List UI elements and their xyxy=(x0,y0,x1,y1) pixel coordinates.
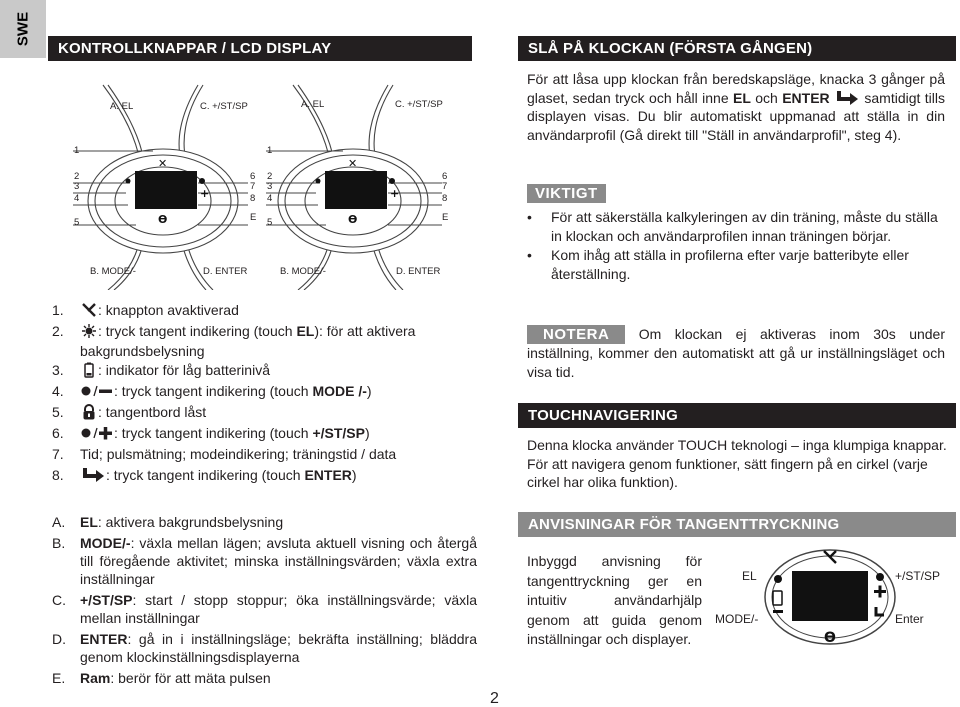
diagram-right-label-8: 8 xyxy=(442,193,448,204)
key-description: : aktivera bakgrundsbelysning xyxy=(97,514,284,530)
language-tab xyxy=(0,0,46,58)
key-letter: E. xyxy=(52,670,66,686)
diagram-right-label-6: 6 xyxy=(442,171,448,182)
important-text: Kom ihåg att ställa in profilerna efter varje batteribyte eller återställning. xyxy=(551,247,909,282)
diagram-left-label-7: 7 xyxy=(250,181,256,192)
diagram-right-label-5: 5 xyxy=(267,217,273,228)
indicator-item xyxy=(52,465,477,486)
key-name: +/ST/SP xyxy=(80,592,133,608)
key-name: EL xyxy=(80,514,98,530)
setup-key-el: EL xyxy=(732,89,751,106)
key-name: MODE/- xyxy=(80,535,131,551)
indicator-number: 4. xyxy=(52,383,64,399)
indicator-text: : tangentbord låst xyxy=(98,404,207,420)
enter-arrow-icon xyxy=(80,467,106,483)
important-text: För att säkerställa kalkyleringen av din träning, måste du ställa in klockan och användarprofilen innan träningen börjar. xyxy=(551,209,938,244)
diagram-right-label-d: D. ENTER xyxy=(396,266,441,277)
setup-text-3: samtidigt tills displayen visas. Du blir automatiskt uppmanad att ställa in din användarprofil (Gå direkt till "Ställ in användarprofil", steg 4). xyxy=(527,89,945,143)
indicator-number: 6. xyxy=(52,425,64,441)
diagram-left-label-b: B. MODE/- xyxy=(90,266,136,277)
diagram-left-label-8: 8 xyxy=(250,193,256,204)
indicator-item xyxy=(52,402,477,423)
key-name: ENTER xyxy=(80,631,128,647)
setup-heading: SLÅ PÅ KLOCKAN (FÖRSTA GÅNGEN) xyxy=(518,36,956,61)
note-text: Om klockan ej aktiveras inom 30s under inställning, kommer den automatiskt att gå ur inställningsläget och visa tid. xyxy=(527,326,945,380)
indicator-text-after: ) xyxy=(364,425,370,441)
indicator-text: : tryck tangent indikering (touch xyxy=(98,323,297,339)
indicator-text: : indikator för låg batterinivå xyxy=(98,362,270,378)
diagram-left-label-3: 3 xyxy=(74,181,80,192)
indicator-item xyxy=(52,360,477,381)
hint-heading: ANVISNINGAR FÖR TANGENTTRYCKNING xyxy=(518,512,956,537)
indicator-number: 1. xyxy=(52,302,64,318)
key-letter: D. xyxy=(52,631,66,647)
svg-text:ϴ: ϴ xyxy=(824,630,836,646)
language-tab-label: SWE xyxy=(14,11,32,47)
indicator-number: 2. xyxy=(52,323,64,339)
key-description: : växla mellan lägen; avsluta aktuell visning och återgå till föregående aktivitet; minska inställningsvärden; växla extra inställningar xyxy=(80,535,477,587)
indicator-number: 3. xyxy=(52,362,64,378)
setup-text-2: och xyxy=(750,89,783,106)
key-letter: A. xyxy=(52,514,66,530)
note-paragraph xyxy=(527,325,945,381)
indicator-key: +/ST/SP xyxy=(312,425,365,441)
svg-text:ϴ: ϴ xyxy=(158,213,168,226)
touch-key-diagram xyxy=(760,545,900,650)
indicator-text-after: ) xyxy=(366,383,372,399)
diagram-right-label-e: E xyxy=(442,212,449,223)
indicator-text-after: ) xyxy=(351,467,357,483)
note-badge: NOTERA xyxy=(527,325,625,344)
diagram-left-label-2: 2 xyxy=(74,171,80,182)
diagram-left-label-d: D. ENTER xyxy=(203,266,248,277)
svg-text:ϴ: ϴ xyxy=(348,213,358,226)
lock-icon xyxy=(80,404,98,420)
key-letter: C. xyxy=(52,592,66,608)
indicator-number: 5. xyxy=(52,404,64,420)
important-item: • För att säkerställa kalkyleringen av din träning, måste du ställa in klockan och användarprofilen innan träningen börjar. xyxy=(527,209,938,244)
button-key-item xyxy=(52,534,477,588)
diagram-right-label-2: 2 xyxy=(267,171,273,182)
indicator-text-after: ): för att aktivera xyxy=(314,323,416,339)
svg-text:+: + xyxy=(390,187,400,200)
diagram-right-label-a: A. EL xyxy=(301,99,325,110)
dot-minus-icon xyxy=(80,383,114,399)
indicator-key: MODE /- xyxy=(312,383,367,399)
indicator-number: 8. xyxy=(52,467,64,483)
diagram-right-label-4: 4 xyxy=(267,193,273,204)
key-description: : start / stopp stoppur; öka inställningsvärde; växla mellan inställningar xyxy=(80,592,477,626)
indicator-text: : tryck tangent indikering (touch xyxy=(114,383,313,399)
important-item: • Kom ihåg att ställa in profilerna efter varje batteribyte eller återställning. xyxy=(527,247,909,282)
indicator-text: : tryck tangent indikering (touch xyxy=(106,467,305,483)
enter-arrow-icon xyxy=(834,90,860,106)
button-key-list xyxy=(52,513,477,690)
touch-heading: TOUCHNAVIGERING xyxy=(518,403,956,428)
hint-paragraph: Inbyggd anvisning för tangenttryckning ger en intuitiv användarhjälp genom att guida genom inställningar och displayer. xyxy=(527,553,702,647)
diagram-left-label-e: E xyxy=(250,212,257,223)
diagram-right-label-1: 1 xyxy=(267,145,273,156)
indicator-list xyxy=(52,300,477,486)
backlight-sun-icon xyxy=(80,323,98,339)
indicator-item xyxy=(52,300,477,321)
key-name: Ram xyxy=(80,670,111,686)
hint-label-enter: Enter xyxy=(895,612,924,626)
diagram-left-label-6: 6 xyxy=(250,171,256,182)
svg-text:✕: ✕ xyxy=(348,157,358,170)
no-touch-icon xyxy=(80,302,98,318)
button-key-item xyxy=(52,630,477,666)
indicator-text: : knappton avaktiverad xyxy=(98,302,239,318)
indicator-item xyxy=(52,321,477,360)
indicator-key: ENTER xyxy=(304,467,352,483)
indicator-key: EL xyxy=(296,323,315,339)
diagram-right-label-c: C. +/ST/SP xyxy=(395,99,443,110)
diagram-right-label-b: B. MODE/- xyxy=(280,266,326,277)
setup-key-enter: ENTER xyxy=(782,89,830,106)
button-key-item xyxy=(52,591,477,627)
setup-paragraph xyxy=(527,70,945,144)
indicator-continuation: bakgrundsbelysning xyxy=(80,343,205,359)
hint-label-st: +/ST/SP xyxy=(895,569,941,583)
important-badge: VIKTIGT xyxy=(527,184,606,203)
svg-text:+: + xyxy=(200,187,210,200)
controls-heading: KONTROLLKNAPPAR / LCD DISPLAY xyxy=(48,36,472,61)
low-battery-icon xyxy=(80,362,98,378)
svg-text:✕: ✕ xyxy=(158,157,168,170)
important-list xyxy=(527,208,947,284)
page-number: 2 xyxy=(490,690,499,707)
setup-text-1: För att låsa upp klockan från beredskapsläge, knacka 3 gånger på glaset, sedan tryck och håll inne xyxy=(527,71,945,106)
diagram-right-label-3: 3 xyxy=(267,181,273,192)
diagram-left-label-a: A. EL xyxy=(110,101,134,112)
button-key-item xyxy=(52,513,477,531)
dot-plus-icon xyxy=(80,425,114,441)
diagram-left-label-c: C. +/ST/SP xyxy=(200,101,248,112)
touch-paragraph: Denna klocka använder TOUCH teknologi – inga klumpiga knappar. För att navigera genom funktioner, sätt fingern på en cirkel (varje cirkel har olika funktion). xyxy=(527,437,947,490)
hint-label-mode: MODE/- xyxy=(715,612,759,626)
indicator-item xyxy=(52,423,477,444)
diagram-left-label-1: 1 xyxy=(74,145,80,156)
key-letter: B. xyxy=(52,535,66,551)
hint-label-el: EL xyxy=(742,569,757,583)
button-key-item xyxy=(52,669,477,687)
diagram-right-label-7: 7 xyxy=(442,181,448,192)
indicator-text: Tid; pulsmätning; modeindikering; träningstid / data xyxy=(80,446,397,462)
diagram-left-label-5: 5 xyxy=(74,217,80,228)
indicator-item xyxy=(52,381,477,402)
indicator-text: : tryck tangent indikering (touch xyxy=(114,425,313,441)
key-description: : gå in i inställningsläge; bekräfta inställning; bläddra genom klockinställningsdisplayerna xyxy=(80,631,477,665)
diagram-left-label-4: 4 xyxy=(74,193,80,204)
indicator-item xyxy=(52,444,477,465)
indicator-number: 7. xyxy=(52,446,64,462)
key-description: : berör för att mäta pulsen xyxy=(110,670,271,686)
